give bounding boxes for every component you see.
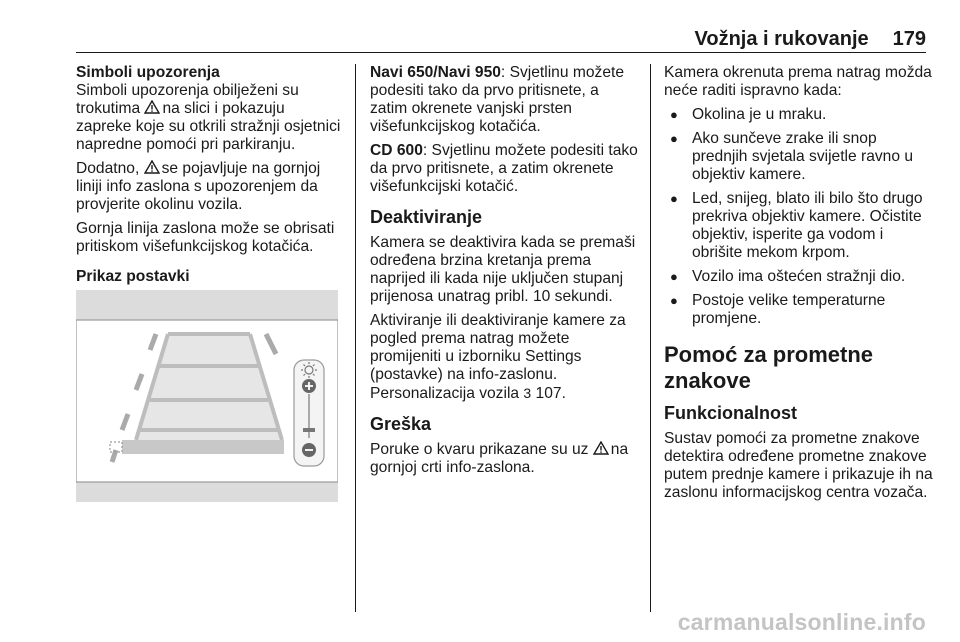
column-3: [664, 64, 934, 508]
list-item: ● Okolina je u mraku.: [664, 106, 934, 124]
section-heading-functionality: Funkcionalnost: [664, 403, 798, 423]
section-heading-error: Greška: [370, 414, 432, 434]
section-heading-warning-symbols: Simboli upozorenja: [76, 64, 220, 81]
page-reference-icon: 3: [523, 385, 532, 401]
column-divider-1: [355, 64, 356, 612]
page-header: [76, 26, 926, 53]
column-divider-2: [650, 64, 651, 612]
warning-triangle-icon: [593, 441, 609, 455]
page-number: 179: [892, 27, 926, 50]
section-heading-settings-display: Prikaz postavki: [76, 268, 190, 285]
chapter-heading-traffic-sign-assistant: Pomoć za prometne znakove: [664, 342, 874, 393]
section-heading-deactivation: Deaktiviranje: [370, 207, 483, 227]
paragraph: Poruke o kvaru prikazane su uz na gornjoj crti info-zaslona.: [370, 441, 629, 476]
camera-display-illustration: [76, 290, 338, 502]
column-1: [76, 64, 342, 507]
paragraph: Sustav pomoći za prometne znakove detektira određene prometne znakove putem prednje kamere i prikazuje ih na zaslonu informacijskog centra vozača.: [664, 430, 933, 501]
warning-triangle-icon: [144, 100, 160, 114]
paragraph: Kamera se deaktivira kada se premaši određena brzina kretanja prema naprijed ili kada nije uključen stupanj prijenosa unatrag pribl. 10 sekundi.: [370, 234, 636, 305]
paragraph: Gornja linija zaslona može se obrisati pritiskom višefunkcijskog kotačića.: [76, 220, 335, 255]
list-item: ● Led, snijeg, blato ili bilo što drugo prekriva objektiv kamere. Očistite objektiv, isperite ga vodom i obrišite mekom krpom.: [664, 190, 934, 262]
paragraph: Navi 650/Navi 950: Svjetlinu možete podesiti tako da prvo pritisnete, a zatim okrenete vanjski prsten višefunkcijskog kotačića.: [370, 64, 624, 135]
list-item: ● Ako sunčeve zrake ili snop prednjih svjetala svijetle ravno u objektiv kamere.: [664, 130, 934, 184]
column-2: [370, 64, 638, 483]
warning-triangle-icon: [144, 160, 160, 174]
condition-list: [664, 106, 934, 328]
chapter-title: Vožnja i rukovanje: [694, 27, 869, 50]
paragraph: CD 600: Svjetlinu možete podesiti tako da prvo pritisnete, a zatim okrenete višefunkcijski kotačić.: [370, 142, 638, 195]
paragraph: Dodatno, se pojavljuje na gornjoj liniji info zaslona s upozorenjem da provjerite okolinu vozila.: [76, 160, 321, 213]
list-item: ● Vozilo ima oštećen stražnji dio.: [664, 268, 934, 286]
paragraph: Simboli upozorenja obilježeni su trokutima na slici i pokazuju zapreke koje su otkrili stražnji osjetnici napredne pomoći pri parkiranju.: [76, 82, 341, 153]
paragraph: Aktiviranje ili deaktiviranje kamere za pogled prema natrag možete promijeniti u izborniku Settings (postavke) na info-zaslonu. Personalizacija vozila 3 107.: [370, 312, 626, 402]
paragraph: Kamera okrenuta prema natrag možda neće raditi ispravno kada:: [664, 64, 932, 99]
list-item: ● Postoje velike temperaturne promjene.: [664, 292, 934, 328]
watermark: carmanualsonline.info: [677, 609, 926, 635]
